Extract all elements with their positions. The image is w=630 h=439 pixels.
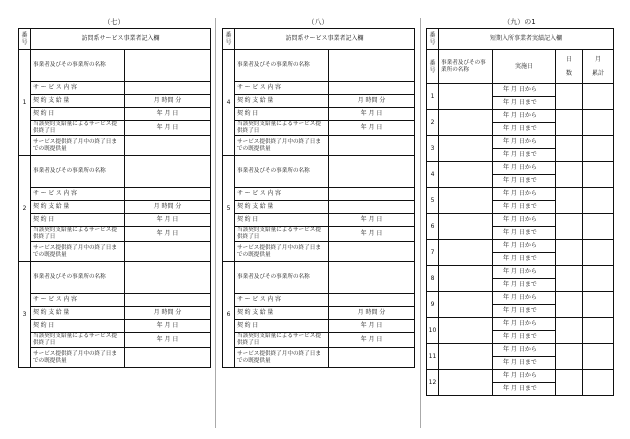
row-number: 6 bbox=[223, 262, 235, 368]
row-number: 6 bbox=[427, 214, 439, 240]
used-label: サービス提供終了月中の終了日までの既提供量 bbox=[235, 348, 329, 368]
table-row bbox=[427, 266, 614, 279]
date-to[interactable]: 年 月 日まで bbox=[493, 357, 556, 370]
table-header: 訪問系サービス事業者記入欄 bbox=[31, 29, 211, 50]
provider-value[interactable] bbox=[439, 370, 493, 396]
date-to[interactable]: 年 月 日まで bbox=[493, 97, 556, 110]
service-label: サービス内容 bbox=[31, 294, 125, 307]
cumulative-value[interactable] bbox=[583, 240, 614, 266]
provider-value[interactable] bbox=[125, 50, 211, 82]
row-number: 5 bbox=[427, 188, 439, 214]
cumulative-value[interactable] bbox=[583, 370, 614, 396]
table-header: 短期入所事業者実績記入欄 bbox=[439, 29, 614, 50]
date-from[interactable]: 年 月 日から bbox=[493, 162, 556, 175]
provider-label: 事業者及びその事業所の名称 bbox=[235, 262, 329, 294]
contract-value[interactable]: 月 時間 分 bbox=[329, 307, 415, 320]
page-divider bbox=[215, 18, 216, 428]
cumulative-value[interactable] bbox=[583, 292, 614, 318]
contract-date-value[interactable]: 年 月 日 bbox=[125, 320, 211, 333]
end-date-label: 当該契約支給量によるサービス提供終了日 bbox=[235, 121, 329, 136]
days-header-top: 日 bbox=[565, 55, 572, 63]
contract-date-label: 契約日 bbox=[235, 108, 329, 121]
days-value[interactable] bbox=[556, 214, 583, 240]
used-label: サービス提供終了月中の終了日までの既提供量 bbox=[31, 136, 125, 156]
used-value[interactable] bbox=[125, 242, 211, 262]
provider-value[interactable] bbox=[439, 266, 493, 292]
cumulative-value[interactable] bbox=[583, 344, 614, 370]
row-number: 3 bbox=[427, 136, 439, 162]
provider-value[interactable] bbox=[125, 156, 211, 188]
used-value[interactable] bbox=[329, 242, 415, 262]
date-to[interactable]: 年 月 日まで bbox=[493, 253, 556, 266]
service-value[interactable] bbox=[125, 188, 211, 201]
provider-value[interactable] bbox=[439, 240, 493, 266]
days-value[interactable] bbox=[556, 188, 583, 214]
provider-value[interactable] bbox=[439, 344, 493, 370]
row-number: 4 bbox=[427, 162, 439, 188]
provider-value[interactable] bbox=[439, 188, 493, 214]
date-to[interactable]: 年 月 日まで bbox=[493, 149, 556, 162]
provider-label: 事業者及びその事業所の名称 bbox=[31, 156, 125, 188]
days-value[interactable] bbox=[556, 370, 583, 396]
contract-value[interactable] bbox=[329, 201, 415, 214]
number-header: 番号 bbox=[427, 29, 439, 50]
end-date-value[interactable]: 年 月 日 bbox=[125, 227, 211, 242]
service-value[interactable] bbox=[329, 294, 415, 307]
month-header-bottom: 累計 bbox=[592, 69, 605, 77]
table-row bbox=[427, 84, 614, 97]
table-row bbox=[427, 188, 614, 201]
used-label: サービス提供終了月中の終了日までの既提供量 bbox=[31, 242, 125, 262]
row-number: 10 bbox=[427, 318, 439, 344]
days-value[interactable] bbox=[556, 162, 583, 188]
date-to[interactable]: 年 月 日まで bbox=[493, 279, 556, 292]
service-label: サービス内容 bbox=[235, 294, 329, 307]
visit-service-table-7 bbox=[18, 28, 211, 368]
days-value[interactable] bbox=[556, 136, 583, 162]
end-date-value[interactable]: 年 月 日 bbox=[329, 121, 415, 136]
cumulative-value[interactable] bbox=[583, 84, 614, 110]
contract-date-label: 契約日 bbox=[235, 214, 329, 227]
date-from[interactable]: 年 月 日から bbox=[493, 318, 556, 331]
date-from[interactable]: 年 月 日から bbox=[493, 266, 556, 279]
provider-value[interactable] bbox=[125, 262, 211, 294]
row-number: 3 bbox=[19, 262, 31, 368]
provider-value[interactable] bbox=[439, 318, 493, 344]
provider-label: 事業者及びその事業所の名称 bbox=[31, 50, 125, 82]
contract-value[interactable]: 月 時間 分 bbox=[125, 201, 211, 214]
table-row bbox=[427, 162, 614, 175]
provider-label: 事業者及びその事業所の名称 bbox=[235, 50, 329, 82]
service-label: サービス内容 bbox=[235, 188, 329, 201]
date-from[interactable]: 年 月 日から bbox=[493, 84, 556, 97]
provider-value[interactable] bbox=[439, 292, 493, 318]
contract-date-label: 契約日 bbox=[31, 214, 125, 227]
month-header-top: 月 bbox=[595, 55, 602, 63]
used-label: サービス提供終了月中の終了日までの既提供量 bbox=[31, 348, 125, 368]
table-row bbox=[427, 110, 614, 123]
provider-value[interactable] bbox=[439, 136, 493, 162]
days-header bbox=[556, 50, 583, 84]
contract-date-value[interactable]: 年 月 日 bbox=[125, 214, 211, 227]
date-from[interactable]: 年 月 日から bbox=[493, 136, 556, 149]
used-label: サービス提供終了月中の終了日までの既提供量 bbox=[235, 242, 329, 262]
service-value[interactable] bbox=[125, 294, 211, 307]
cumulative-value[interactable] bbox=[583, 188, 614, 214]
page-divider bbox=[420, 18, 421, 428]
date-to[interactable]: 年 月 日まで bbox=[493, 201, 556, 214]
table-row bbox=[427, 240, 614, 253]
service-value[interactable] bbox=[329, 188, 415, 201]
days-value[interactable] bbox=[556, 240, 583, 266]
table-row bbox=[427, 292, 614, 305]
used-value[interactable] bbox=[125, 136, 211, 156]
contract-value[interactable]: 月 時間 分 bbox=[125, 307, 211, 320]
cumulative-header bbox=[583, 50, 614, 84]
contract-date-label: 契約日 bbox=[31, 320, 125, 333]
date-from[interactable]: 年 月 日から bbox=[493, 344, 556, 357]
contract-value[interactable]: 月 時間 分 bbox=[125, 95, 211, 108]
end-date-label: 当該契約支給量によるサービス提供終了日 bbox=[235, 227, 329, 242]
service-value[interactable] bbox=[125, 82, 211, 95]
contract-label: 契約支給量 bbox=[235, 95, 329, 108]
page-label: （七） bbox=[103, 18, 125, 26]
days-header-bottom: 数 bbox=[565, 69, 572, 77]
short-stay-table bbox=[426, 28, 614, 396]
date-from[interactable]: 年 月 日から bbox=[493, 188, 556, 201]
table-header: 訪問系サービス事業者記入欄 bbox=[235, 29, 415, 50]
days-value[interactable] bbox=[556, 292, 583, 318]
service-label: サービス内容 bbox=[235, 82, 329, 95]
row-number: 5 bbox=[223, 156, 235, 262]
row-number: 7 bbox=[427, 240, 439, 266]
row-number: 9 bbox=[427, 292, 439, 318]
cumulative-value[interactable] bbox=[583, 136, 614, 162]
provider-value[interactable] bbox=[439, 162, 493, 188]
cumulative-value[interactable] bbox=[583, 162, 614, 188]
end-date-value[interactable]: 年 月 日 bbox=[125, 121, 211, 136]
row-number: 11 bbox=[427, 344, 439, 370]
table-row bbox=[427, 318, 614, 331]
provider-value[interactable] bbox=[329, 156, 415, 188]
table-row bbox=[427, 370, 614, 383]
days-value[interactable] bbox=[556, 266, 583, 292]
end-date-label: 当該契約支給量によるサービス提供終了日 bbox=[31, 121, 125, 136]
date-to[interactable]: 年 月 日まで bbox=[493, 331, 556, 344]
contract-date-label: 契約日 bbox=[235, 320, 329, 333]
contract-label: 契約支給量 bbox=[31, 201, 125, 214]
used-label: サービス提供終了月中の終了日までの既提供量 bbox=[235, 136, 329, 156]
row-number: 12 bbox=[427, 370, 439, 396]
row-number: 8 bbox=[427, 266, 439, 292]
date-to[interactable]: 年 月 日まで bbox=[493, 305, 556, 318]
date-to[interactable]: 年 月 日まで bbox=[493, 175, 556, 188]
provider-label: 事業者及びその事業所の名称 bbox=[235, 156, 329, 188]
table-row bbox=[427, 344, 614, 357]
end-date-label: 当該契約支給量によるサービス提供終了日 bbox=[31, 227, 125, 242]
number-header: 番号 bbox=[427, 50, 439, 84]
date-from[interactable]: 年 月 日から bbox=[493, 370, 556, 383]
service-label: サービス内容 bbox=[31, 82, 125, 95]
days-value[interactable] bbox=[556, 84, 583, 110]
date-from[interactable]: 年 月 日から bbox=[493, 110, 556, 123]
contract-value[interactable]: 月 時間 分 bbox=[329, 95, 415, 108]
provider-value[interactable] bbox=[329, 50, 415, 82]
table-row bbox=[427, 136, 614, 149]
contract-label: 契約支給量 bbox=[235, 307, 329, 320]
used-value[interactable] bbox=[329, 348, 415, 368]
provider-value[interactable] bbox=[439, 214, 493, 240]
provider-value[interactable] bbox=[439, 110, 493, 136]
contract-label: 契約支給量 bbox=[31, 307, 125, 320]
days-value[interactable] bbox=[556, 110, 583, 136]
row-number: 4 bbox=[223, 50, 235, 156]
days-value[interactable] bbox=[556, 318, 583, 344]
contract-label: 契約支給量 bbox=[31, 95, 125, 108]
days-value[interactable] bbox=[556, 344, 583, 370]
contract-label: 契約支給量 bbox=[235, 201, 329, 214]
date-to[interactable]: 年 月 日まで bbox=[493, 227, 556, 240]
provider-label: 事業者及びその事業所の名称 bbox=[31, 262, 125, 294]
contract-date-value[interactable]: 年 月 日 bbox=[329, 214, 415, 227]
contract-date-label: 契約日 bbox=[31, 108, 125, 121]
provider-value[interactable] bbox=[439, 84, 493, 110]
table-row bbox=[427, 214, 614, 227]
row-number: 2 bbox=[19, 156, 31, 262]
date-from[interactable]: 年 月 日から bbox=[493, 214, 556, 227]
row-number: 2 bbox=[427, 110, 439, 136]
number-header: 番号 bbox=[223, 29, 235, 50]
contract-date-value[interactable]: 年 月 日 bbox=[125, 108, 211, 121]
date-to[interactable]: 年 月 日まで bbox=[493, 383, 556, 396]
date-to[interactable]: 年 月 日まで bbox=[493, 123, 556, 136]
cumulative-value[interactable] bbox=[583, 214, 614, 240]
date-from[interactable]: 年 月 日から bbox=[493, 240, 556, 253]
service-value[interactable] bbox=[329, 82, 415, 95]
end-date-value[interactable]: 年 月 日 bbox=[329, 333, 415, 348]
service-label: サービス内容 bbox=[31, 188, 125, 201]
end-date-label: 当該契約支給量によるサービス提供終了日 bbox=[31, 333, 125, 348]
cumulative-value[interactable] bbox=[583, 318, 614, 344]
provider-header: 事業者及びその事業所の名称 bbox=[439, 50, 493, 84]
visit-service-table-8 bbox=[222, 28, 415, 368]
provider-value[interactable] bbox=[329, 262, 415, 294]
used-value[interactable] bbox=[125, 348, 211, 368]
row-number: 1 bbox=[19, 50, 31, 156]
number-header: 番号 bbox=[19, 29, 31, 50]
end-date-value[interactable]: 年 月 日 bbox=[329, 227, 415, 242]
page-label: （九）の1 bbox=[503, 18, 536, 26]
end-date-label: 当該契約支給量によるサービス提供終了日 bbox=[235, 333, 329, 348]
cumulative-value[interactable] bbox=[583, 110, 614, 136]
end-date-value[interactable]: 年 月 日 bbox=[125, 333, 211, 348]
cumulative-value[interactable] bbox=[583, 266, 614, 292]
date-header: 実施日 bbox=[493, 50, 556, 84]
page-label: （八） bbox=[307, 18, 329, 26]
used-value[interactable] bbox=[329, 136, 415, 156]
row-number: 1 bbox=[427, 84, 439, 110]
date-from[interactable]: 年 月 日から bbox=[493, 292, 556, 305]
contract-date-value[interactable]: 年 月 日 bbox=[329, 108, 415, 121]
contract-date-value[interactable]: 年 月 日 bbox=[329, 320, 415, 333]
